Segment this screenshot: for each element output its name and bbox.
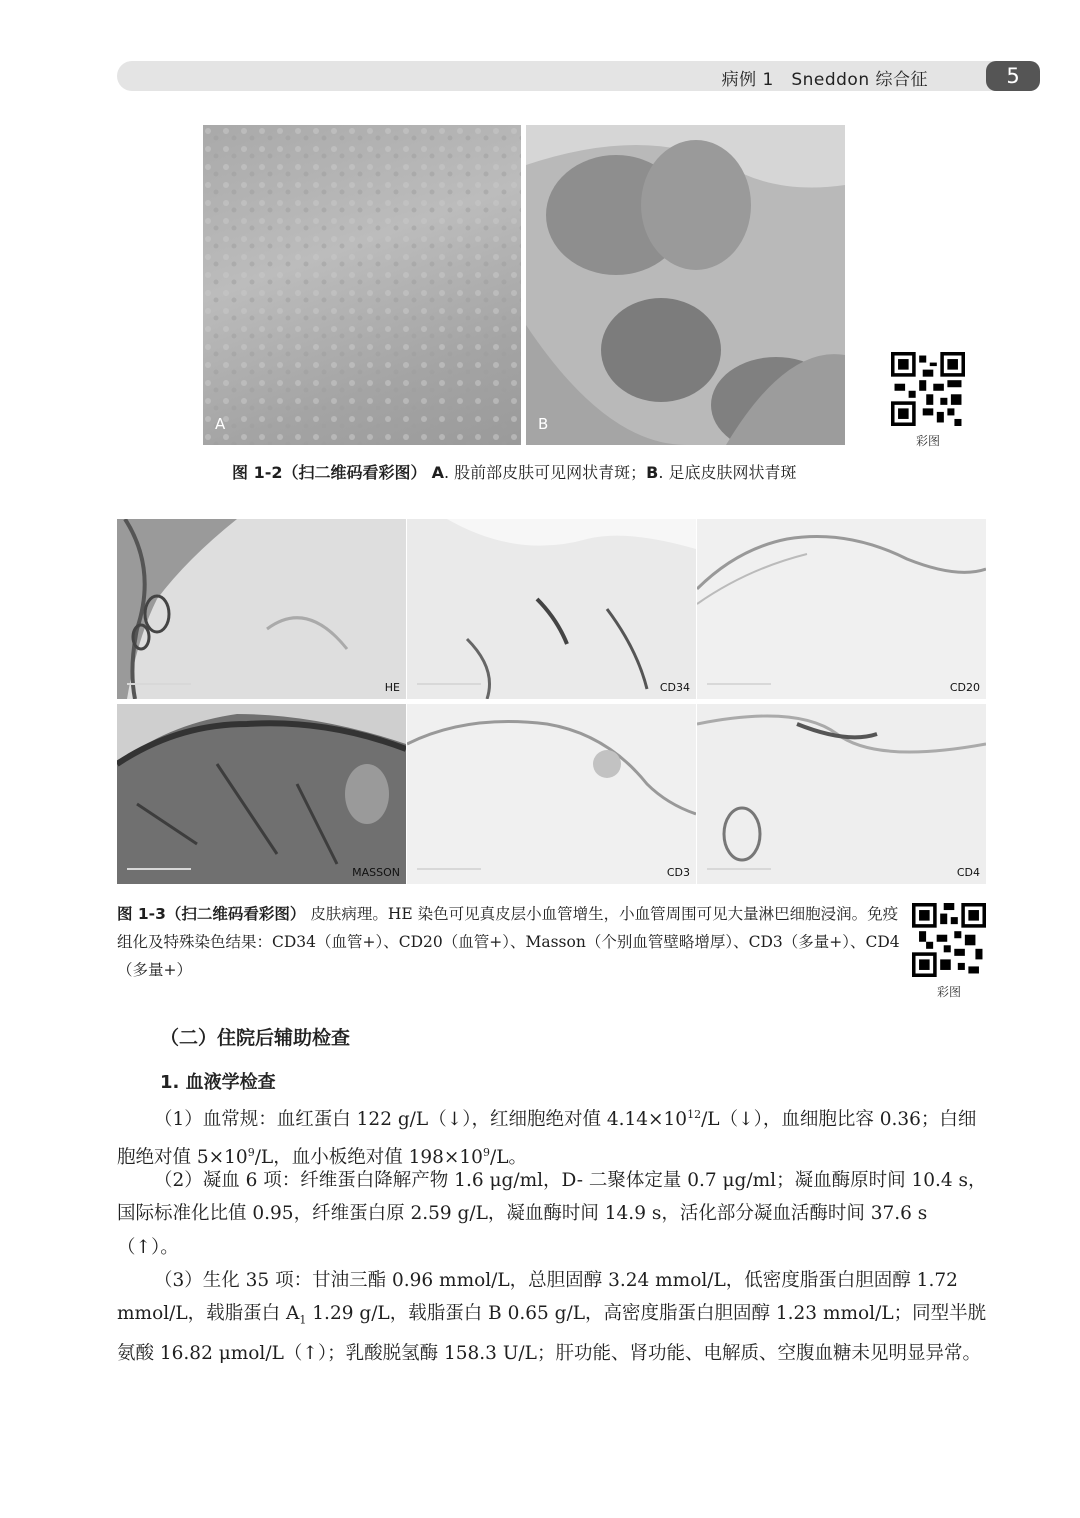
text-run: /L（↓），血细胞比容 0.36；白细胞绝对值 5×10 (117, 1109, 977, 1169)
panel-label: CD20 (949, 681, 980, 694)
qr-caption: 彩图 (936, 985, 961, 999)
histology-panel-cd20 (697, 519, 986, 699)
panel-label: CD4 (956, 866, 980, 879)
caption-part-b: . 足底皮肤网状青斑 (658, 463, 797, 482)
figure-number: 图 1-2 (232, 463, 283, 482)
panel-label: CD3 (666, 866, 690, 879)
figure-1-2-caption (232, 460, 797, 483)
histology-panel-cd3 (407, 704, 696, 884)
photo-thigh-skin (203, 125, 521, 445)
photo-foot-sole (526, 125, 845, 445)
figure-1-3-caption (117, 900, 902, 984)
paragraph-coagulation (117, 1164, 989, 1264)
panel-label: MASSON (352, 866, 400, 879)
text-run: （3）生化 35 项：甘油三酯 0.96 mmol/L，总胆固醇 3.24 mmol/L，低密度脂蛋白胆固醇 1.72 mmol/L，载脂蛋白 A (117, 1270, 958, 1325)
paragraph-biochemistry (117, 1264, 989, 1371)
text-run: /L，血小板绝对值 198×10 (254, 1147, 483, 1169)
histology-panel-he (117, 519, 406, 699)
superscript: 9 (247, 1146, 255, 1160)
panel-label: HE (384, 681, 400, 694)
panel-label: CD34 (659, 681, 690, 694)
caption-part-a-label: A (431, 463, 444, 482)
scale-bar (417, 683, 481, 685)
text-run: 1.29 g/L，载脂蛋白 B 0.65 g/L，高密度脂蛋白胆固醇 1.23 mmol/L；同型半胱氨酸 16.82 μmol/L（↑）；乳酸脱氢酶 158.3 U/L；肝功能、肾功能、电解质、空腹血糖未见明显异常。 (117, 1303, 987, 1365)
running-header (117, 61, 1040, 91)
scale-bar (707, 683, 771, 685)
subsection-title: 1. 血液学检查 (160, 1072, 276, 1093)
caption-part-a: . 股前部皮肤可见网状青斑； (443, 463, 647, 482)
superscript: 9 (482, 1146, 490, 1160)
chapter-title: 病例 1 Sneddon 综合征 (721, 70, 928, 90)
qr-code-icon[interactable] (912, 903, 986, 977)
superscript: 12 (687, 1108, 702, 1121)
caption-text: 皮肤病理。HE 染色可见真皮层小血管增生，小血管周围可见大量淋巴细胞浸润。免疫组化及特殊染色结果：CD34（血管+）、CD20（血管+）、Masson（个别血管壁略增厚）、CD3（多量+）、CD4（多量+） (117, 905, 900, 979)
caption-part-b-label: B (646, 463, 659, 482)
photo-label-b: B (538, 415, 549, 433)
text-run: /L。 (489, 1147, 527, 1169)
subscript: 1 (299, 1313, 307, 1327)
qr-code-icon[interactable] (891, 352, 965, 426)
page-number: 5 (986, 61, 1040, 91)
figure-number: 图 1-3 (117, 905, 166, 923)
text-run: （2）凝血 6 项：纤维蛋白降解产物 1.6 μg/ml，D- 二聚体定量 0.7 μg/ml；凝血酶原时间 10.4 s，国际标准化比值 0.95，纤维蛋白原 2.59 g/L，凝血酶时间 14.9 s，活化部分凝血活酶时间 37.6 s（↑）。 (117, 1170, 987, 1258)
scale-bar (417, 868, 481, 870)
qr-caption: 彩图 (915, 434, 940, 448)
photo-label-a: A (215, 415, 226, 433)
scale-bar (707, 868, 771, 870)
scale-bar (127, 868, 191, 870)
section-title: （二）住院后辅助检查 (160, 1027, 351, 1049)
scale-bar (127, 683, 191, 685)
histology-panel-cd34 (407, 519, 696, 699)
figure-scan-note: （扫二维码看彩图） (282, 463, 427, 482)
histology-panel-cd4 (697, 704, 986, 884)
histology-panel-masson (117, 704, 406, 884)
text-run: （1）血常规：血红蛋白 122 g/L（↓），红细胞绝对值 4.14×10 (154, 1109, 688, 1131)
figure-scan-note: （扫二维码看彩图） (165, 905, 306, 923)
